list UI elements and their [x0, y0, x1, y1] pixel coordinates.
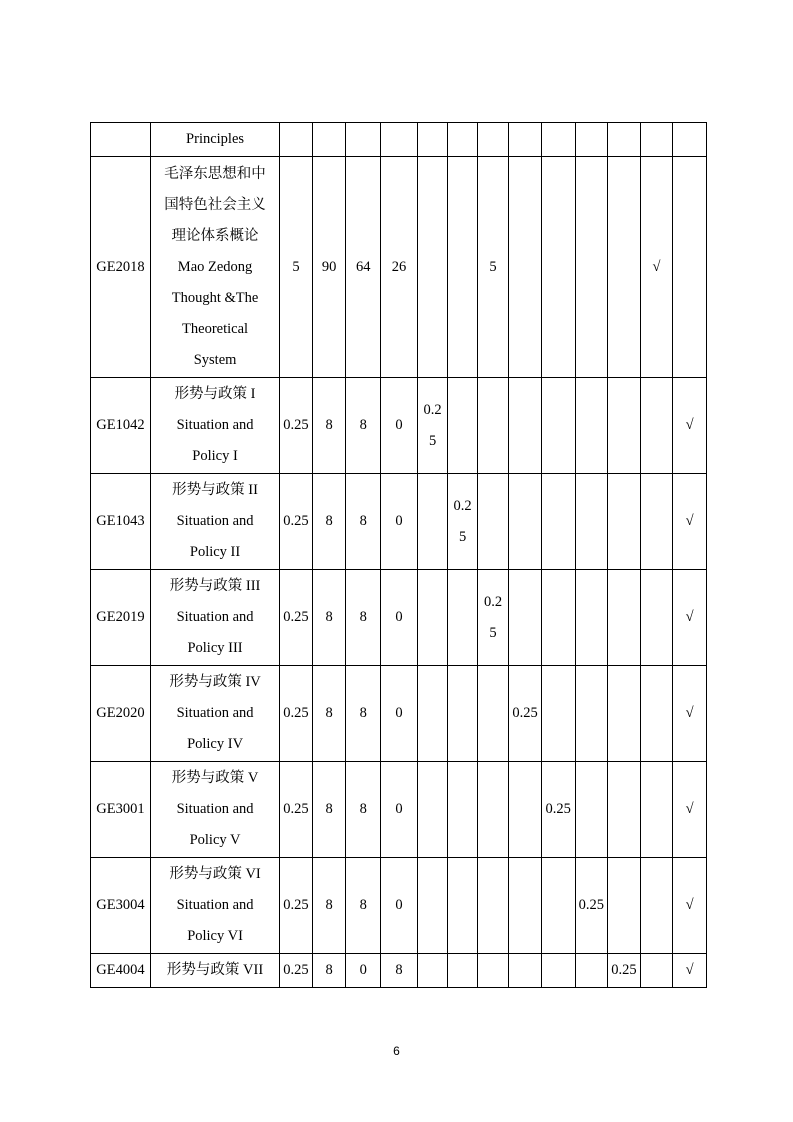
course-name-line: Mao Zedong [177, 258, 253, 275]
table-row [91, 474, 707, 570]
value-cell [608, 123, 641, 157]
course-code-cell: GE1043 [91, 474, 151, 570]
value-cell: 8 [312, 954, 346, 988]
value-cell [673, 123, 707, 157]
table-row [91, 570, 707, 666]
course-name-cell [150, 858, 279, 954]
table-row [91, 666, 707, 762]
value-cell [477, 570, 509, 666]
value-cell: √ [673, 666, 707, 762]
course-name-line: Situation and [176, 609, 254, 625]
course-name-line: Situation and [176, 705, 254, 721]
value-cell [640, 666, 673, 762]
course-name-cell [150, 378, 279, 474]
course-table [90, 122, 707, 988]
value-cell [477, 762, 509, 858]
value-cell [417, 762, 447, 858]
value-cell: √ [673, 858, 707, 954]
course-code-cell: GE2020 [91, 666, 151, 762]
value-cell [417, 666, 447, 762]
value-cell [509, 858, 542, 954]
course-name-line: Policy II [189, 544, 241, 560]
value-cell: 0 [381, 378, 418, 474]
value-cell: 0 [381, 666, 418, 762]
course-name-line: Policy VI [187, 928, 243, 944]
table-row [91, 378, 707, 474]
value-cell [640, 123, 673, 157]
value-cell [448, 378, 477, 474]
course-name-line: 形势与政策 II [172, 482, 258, 498]
value-cell: 8 [346, 378, 381, 474]
value-part: 5 [489, 624, 497, 641]
value-cell [608, 378, 641, 474]
value-cell [477, 123, 509, 157]
value-cell [346, 123, 381, 157]
value-cell [509, 157, 542, 378]
value-cell [477, 858, 509, 954]
value-cell: 64 [346, 157, 381, 378]
page-number: 6 [393, 1044, 400, 1058]
course-name-line: Principles [186, 131, 245, 147]
value-cell [541, 474, 575, 570]
value-cell: √ [673, 954, 707, 988]
course-name-cell [150, 762, 279, 858]
value-cell [280, 123, 313, 157]
value-cell [541, 666, 575, 762]
table-body [91, 123, 707, 988]
value-cell: 0.25 [509, 666, 542, 762]
value-cell: 8 [312, 474, 346, 570]
value-cell: 90 [312, 157, 346, 378]
value-cell [640, 954, 673, 988]
course-name-line: 形势与政策 III [169, 578, 261, 594]
value-cell [448, 954, 477, 988]
value-cell [575, 157, 608, 378]
course-name-line: 形势与政策 VI [169, 866, 261, 882]
value-cell [608, 570, 641, 666]
value-cell [575, 570, 608, 666]
value-cell: 0.25 [280, 954, 313, 988]
course-name-line: Thought &The [171, 289, 259, 306]
course-name-line: 理论体系概论 [171, 227, 259, 244]
value-cell: 8 [346, 570, 381, 666]
value-cell: 8 [346, 666, 381, 762]
value-cell [477, 378, 509, 474]
course-code-cell: GE4004 [91, 954, 151, 988]
course-name-cell [150, 954, 279, 988]
value-part: 5 [458, 528, 467, 545]
value-cell: 0.25 [608, 954, 641, 988]
value-cell [448, 666, 477, 762]
course-name-line: Policy I [192, 448, 238, 464]
course-code-cell: GE1042 [91, 378, 151, 474]
value-cell [477, 954, 509, 988]
value-cell [477, 666, 509, 762]
value-cell: 8 [346, 858, 381, 954]
value-part: 0.2 [453, 497, 472, 514]
value-cell [640, 378, 673, 474]
value-cell [673, 157, 707, 378]
table-row [91, 954, 707, 988]
course-name-cell [150, 123, 279, 157]
value-cell [640, 474, 673, 570]
course-name-line: 毛泽东思想和中 [164, 165, 266, 182]
course-code-cell: GE3004 [91, 858, 151, 954]
value-part: 5 [428, 432, 437, 449]
course-name-line: 形势与政策 V [171, 770, 259, 786]
table-row [91, 157, 707, 378]
table-row [91, 123, 707, 157]
value-cell: 0.25 [541, 762, 575, 858]
value-cell: 8 [312, 666, 346, 762]
value-cell: √ [673, 378, 707, 474]
course-name-line: 形势与政策 IV [169, 674, 261, 690]
value-cell: 0.25 [280, 762, 313, 858]
value-cell: 8 [346, 474, 381, 570]
course-name-cell [150, 666, 279, 762]
value-cell: 8 [312, 762, 346, 858]
value-cell [417, 474, 447, 570]
course-name-line: 国特色社会主义 [164, 196, 266, 213]
course-name-line: System [193, 351, 237, 368]
course-name-cell [150, 570, 279, 666]
value-cell: √ [673, 762, 707, 858]
value-cell [575, 474, 608, 570]
value-cell: 0 [381, 762, 418, 858]
value-cell: 0.25 [280, 378, 313, 474]
value-cell [448, 157, 477, 378]
value-cell [608, 474, 641, 570]
value-cell [608, 157, 641, 378]
value-cell [417, 123, 447, 157]
value-cell [640, 858, 673, 954]
value-cell [608, 666, 641, 762]
value-cell [448, 570, 477, 666]
value-cell [541, 570, 575, 666]
value-cell [575, 378, 608, 474]
value-cell: 0.25 [575, 858, 608, 954]
course-name-line: Policy IV [187, 736, 244, 752]
value-cell: 0.25 [280, 474, 313, 570]
value-cell: 8 [312, 378, 346, 474]
value-cell: 8 [381, 954, 418, 988]
course-name-line: 形势与政策 VII [166, 962, 264, 978]
value-cell: √ [640, 157, 673, 378]
value-cell [417, 378, 447, 474]
table-row [91, 858, 707, 954]
value-cell [417, 570, 447, 666]
course-code-cell: GE2019 [91, 570, 151, 666]
value-cell: 8 [346, 762, 381, 858]
value-part: 0.2 [483, 593, 503, 610]
value-cell [448, 762, 477, 858]
value-cell [541, 378, 575, 474]
course-name-line: Policy V [189, 832, 241, 848]
value-cell: 8 [312, 570, 346, 666]
value-cell: 0 [381, 570, 418, 666]
course-code-cell [91, 123, 151, 157]
course-code-cell: GE2018 [91, 157, 151, 378]
value-cell [448, 858, 477, 954]
value-cell: 8 [312, 858, 346, 954]
course-name-line: Situation and [176, 417, 254, 433]
value-cell [509, 123, 542, 157]
value-cell [575, 666, 608, 762]
course-name-line: Policy III [187, 640, 243, 656]
value-cell [509, 570, 542, 666]
value-cell [541, 157, 575, 378]
course-code-cell: GE3001 [91, 762, 151, 858]
value-cell [312, 123, 346, 157]
value-cell: √ [673, 570, 707, 666]
value-part: 0.2 [423, 401, 442, 418]
value-cell: 0 [381, 858, 418, 954]
value-cell [509, 378, 542, 474]
value-cell [448, 123, 477, 157]
value-cell [640, 570, 673, 666]
course-name-line: Situation and [176, 513, 254, 529]
value-cell [608, 858, 641, 954]
value-cell [417, 157, 447, 378]
value-cell [509, 474, 542, 570]
value-cell: 0 [346, 954, 381, 988]
value-cell [477, 474, 509, 570]
course-name-line: 形势与政策 I [174, 386, 256, 402]
value-cell [448, 474, 477, 570]
value-cell [541, 858, 575, 954]
value-cell: √ [673, 474, 707, 570]
value-cell [575, 123, 608, 157]
value-cell: 0.25 [280, 570, 313, 666]
value-cell [381, 123, 418, 157]
course-name-line: Theoretical [182, 320, 249, 337]
table-row [91, 762, 707, 858]
value-cell [509, 954, 542, 988]
value-cell [417, 858, 447, 954]
course-name-line: Situation and [176, 801, 254, 817]
value-cell [509, 762, 542, 858]
value-cell [575, 762, 608, 858]
value-cell [417, 954, 447, 988]
value-cell: 0.25 [280, 858, 313, 954]
value-cell: 0.25 [280, 666, 313, 762]
value-cell [608, 762, 641, 858]
course-name-cell [150, 474, 279, 570]
course-name-cell [150, 157, 279, 378]
value-cell: 5 [280, 157, 313, 378]
value-cell: 0 [381, 474, 418, 570]
value-cell: 5 [477, 157, 509, 378]
value-cell: 26 [381, 157, 418, 378]
value-cell [575, 954, 608, 988]
value-cell [541, 954, 575, 988]
value-cell [640, 762, 673, 858]
value-cell [541, 123, 575, 157]
course-name-line: Situation and [176, 897, 254, 913]
